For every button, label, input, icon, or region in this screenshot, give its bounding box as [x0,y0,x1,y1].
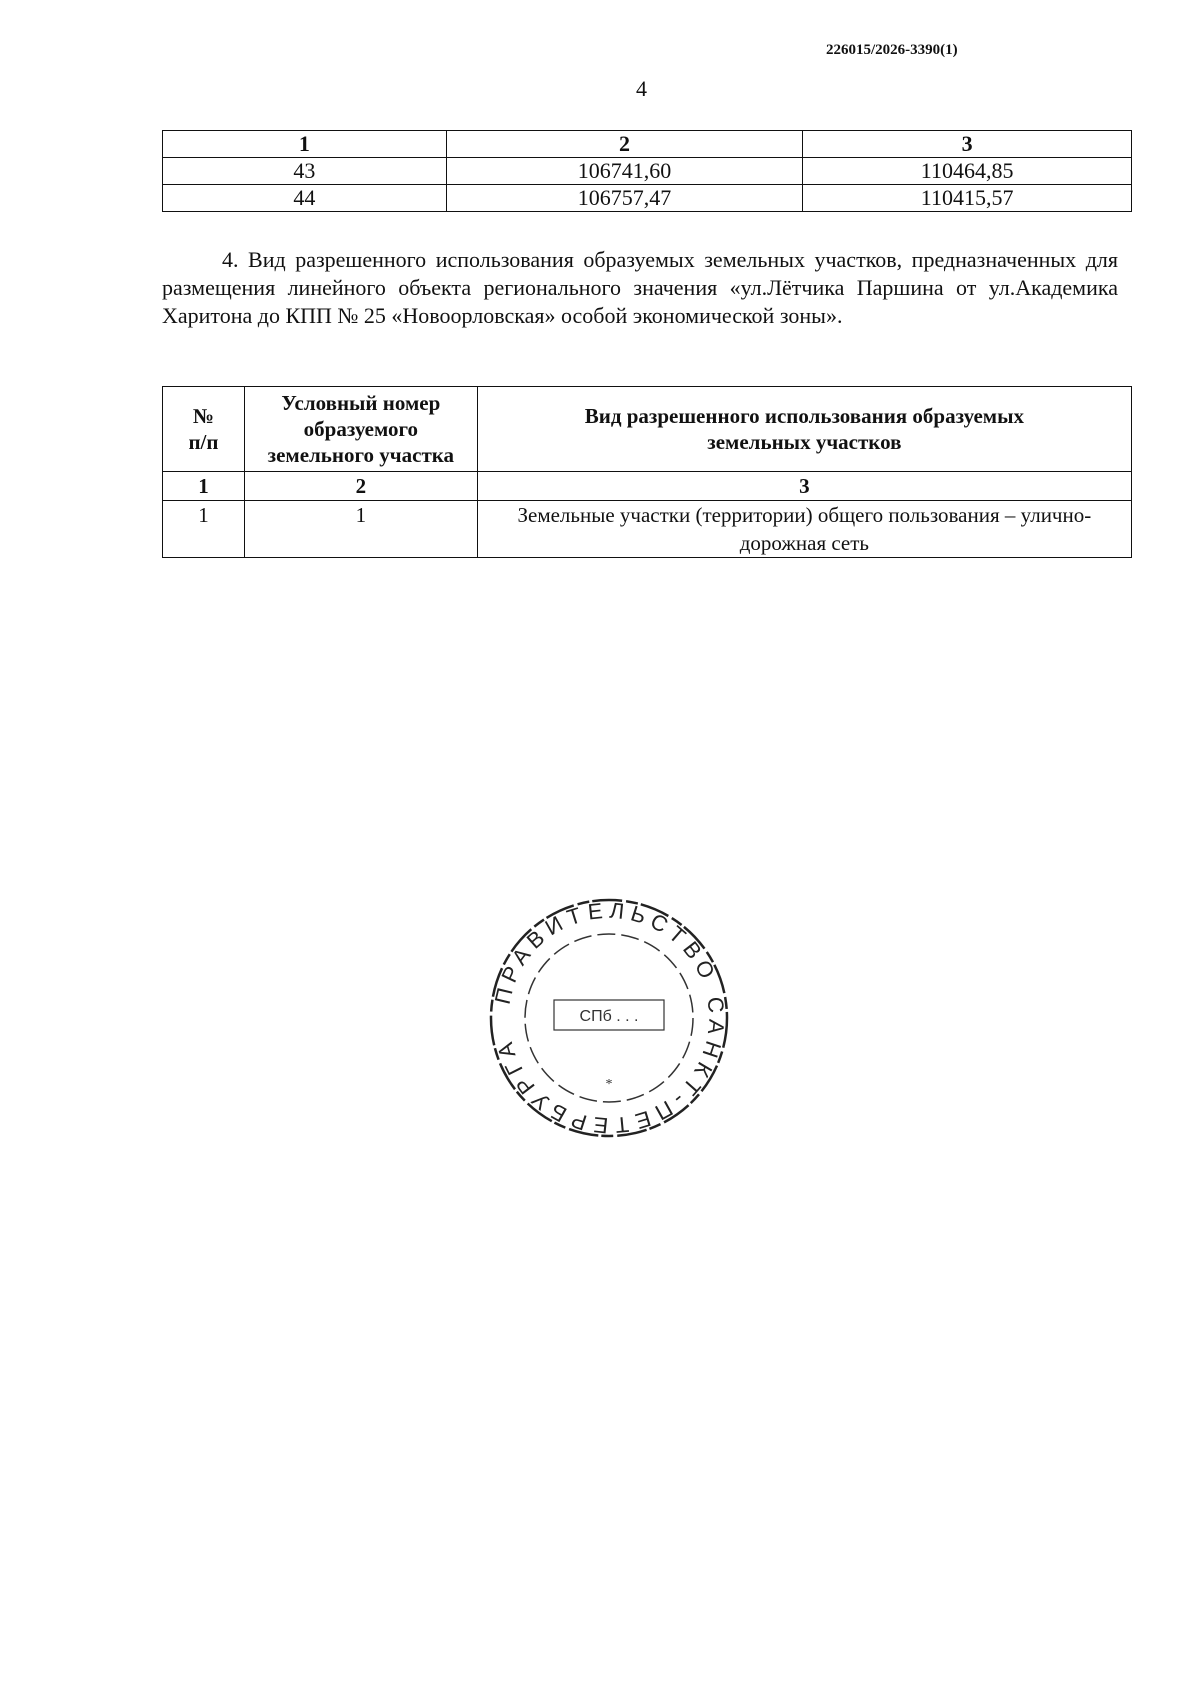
usage-table [162,386,1132,558]
coord-x: 106741,60 [446,158,803,185]
coord-y: 110415,57 [803,185,1132,212]
svg-text:*: * [605,1077,613,1092]
column-header-usage: Вид разрешенного использования образуемых земельных участков [477,387,1131,472]
official-seal-stamp [484,898,734,1138]
column-number: 3 [803,131,1132,158]
table-numbers-row [163,472,1132,501]
table-row [163,158,1132,185]
table-header-row [163,387,1132,472]
column-number: 3 [477,472,1131,501]
point-number: 43 [163,158,447,185]
column-header-index: № п/п [163,387,245,472]
column-number: 1 [163,472,245,501]
usage-type: Земельные участки (территории) общего пользования – улично-дорожная сеть [477,501,1131,558]
column-number: 2 [446,131,803,158]
coordinates-table [162,130,1132,212]
table-row [163,501,1132,558]
section-paragraph: 4. Вид разрешенного использования образуемых земельных участков, предназначенных для размещения линейного объекта регионального значения «ул.Лётчика Паршина от ул.Академика Харитона до КПП № 25 «Новоорловская» особой экономической зоны». [162,247,1118,328]
seal-text: ПРАВИТЕЛЬСТВО САНКТ-ПЕТЕРБУРГА [489,898,730,1138]
document-number: 226015/2026-3390(1) [826,42,958,58]
svg-text:СПб . . .: СПб . . . [579,1008,639,1025]
plot-number: 1 [244,501,477,558]
coord-y: 110464,85 [803,158,1132,185]
column-header-plot-number: Условный номер образуемого земельного участка [244,387,477,472]
column-number: 1 [163,131,447,158]
column-number: 2 [244,472,477,501]
coord-x: 106757,47 [446,185,803,212]
table-header-row [163,131,1132,158]
page-number: 4 [636,76,647,101]
point-number: 44 [163,185,447,212]
row-index: 1 [163,501,245,558]
table-row [163,185,1132,212]
